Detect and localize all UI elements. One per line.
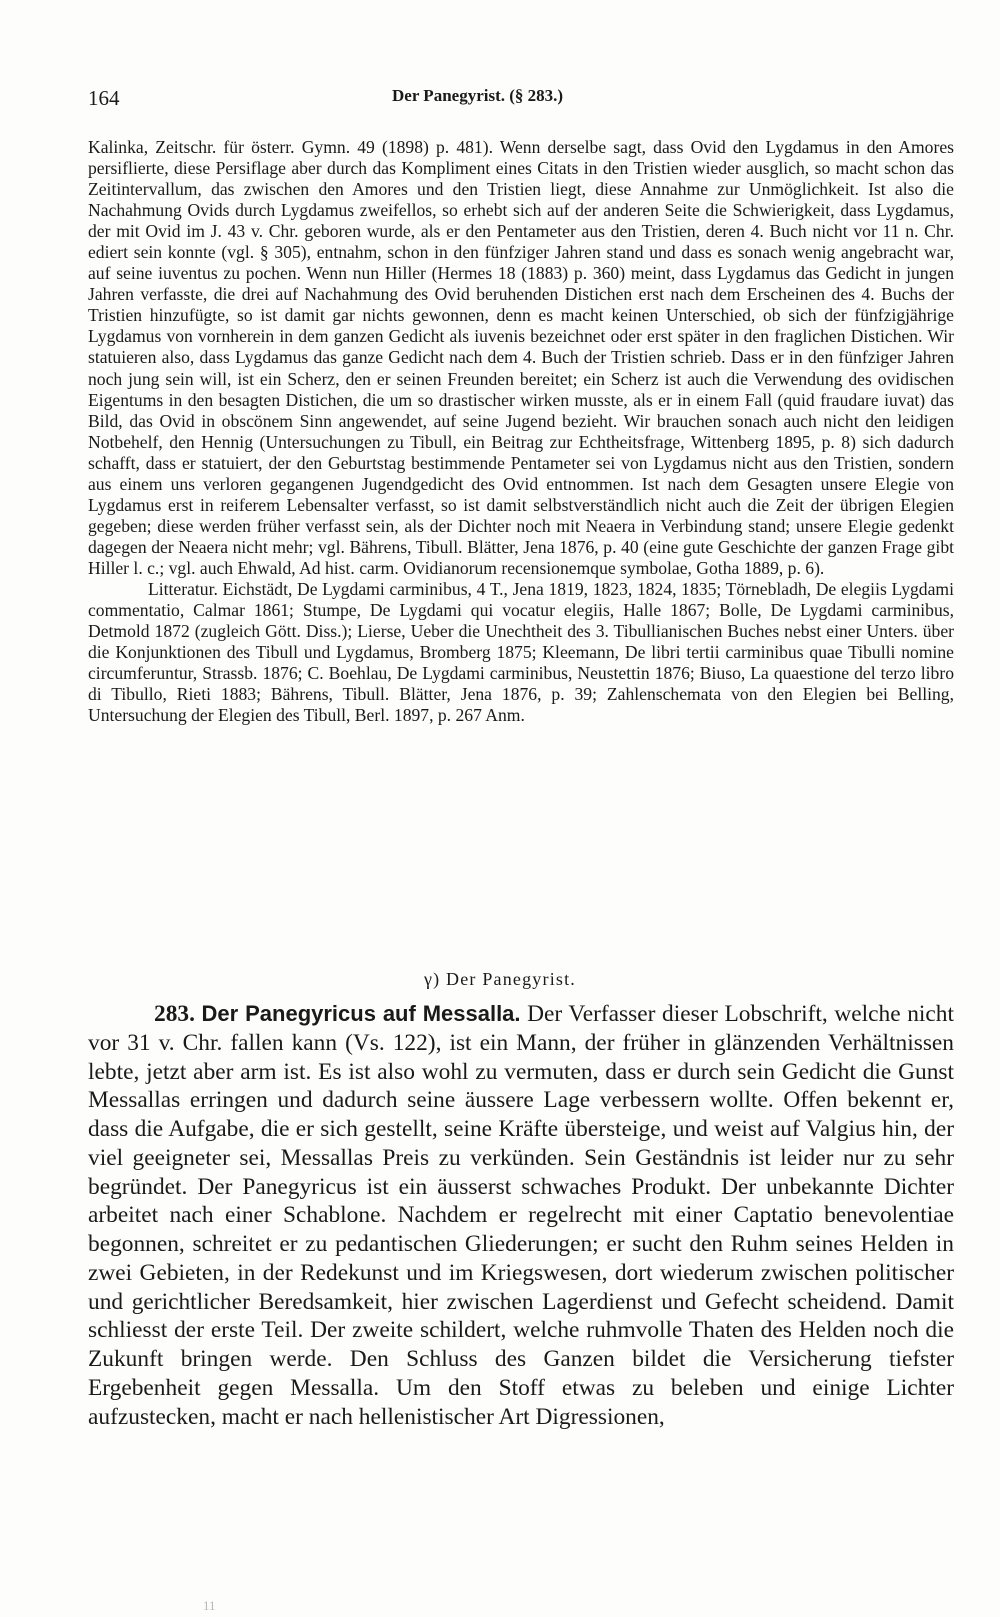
signature-mark: 11 xyxy=(203,1598,216,1613)
subsection-heading: γ) Der Panegyrist. xyxy=(423,969,577,989)
page-number: 164 xyxy=(88,86,120,110)
running-head: Der Panegyrist. (§ 283.) xyxy=(392,86,564,105)
literature-paragraph: Litteratur. Eichstädt, De Lygdami carminibus, 4 T., Jena 1819, 1823, 1824, 1835; Törnebladh, De elegiis Lygdami commentatio, Calmar 1861; Stumpe, De Lygdami qui vocatur elegiis, Halle 1867; Bolle, De Lygdami carminibus, Detmold 1872 (zugleich Gött. Diss.); Lierse, Ueber die Unechtheit des 3. Tibullianischen Buches nebst einer Unters. über die Konjunktionen des Tibull und Lygdamus, Bromberg 1875; Kleemann, De libri tertii carminibus quae Tibulli nomine circumferuntur, Strassb. 1876; C. Boehlau, De Lygdami carminibus, Neustettin 1876; Biuso, La quaestione del terzo libro di Tibullo, Rieti 1883; Bährens, Tibull. Blätter, Jena 1876, p. 39; Zahlenschemata von den Elegien bei Belling, Untersuchung der Elegien des Tibull, Berl. 1897, p. 267 Anm. xyxy=(88,578,954,726)
small-paragraph-1: Kalinka, Zeitschr. für österr. Gymn. 49 (1898) p. 481). Wenn derselbe sagt, dass Ovid den Lygdamus in den Amores persiflierte, diese Persiflage aber durch das Kompliment eines Citats in den Tristien wieder ausglich, so macht schon das Zeitintervallum, das zwischen den Amores und den Tristien liegt, diese Annahme zur Unmöglichkeit. Ist also die Nachahmung Ovids durch Lygdamus zweifellos, so erhebt sich auf der anderen Seite die Schwierigkeit, dass Lygdamus, der mit Ovid im J. 43 v. Chr. geboren wurde, als er den Pentameter aus den Tristien, deren 4. Buch nicht vor 11 n. Chr. ediert sein konnte (vgl. § 305), entnahm, schon in den fünfziger Jahren stand und dass es sonach wenig angebracht war, auf seine iuventus zu pochen. Wenn nun Hiller (Hermes 18 (1883) p. 360) meint, dass Lygdamus das Gedicht in jungen Jahren verfasste, die drei auf Nachahmung des Ovid beruhenden Distichen erst nach dem Erscheinen des 4. Buchs der Tristien hinzufügte, so ist damit gar nichts gewonnen, denn es macht keinen Unterschied, ob sich der fünfzigjährige Lygdamus von vornherein in dem ganzen Gedicht als iuvenis bezeichnet oder erst später in den fraglichen Distichen. Wir statuieren also, dass Lygdamus das ganze Gedicht nach dem 4. Buch der Tristien schrieb. Dass er in den fünfziger Jahren noch jung sein will, ist ein Scherz, den er seinen Freunden bereitet; ein Scherz ist auch die Verwendung des ovidischen Eigentums in den besagten Distichen, die um so drastischer wirken musste, als er in einem Fall (quid fraudare iuvat) das Bild, das Ovid in obscönem Sinn angewendet, auf seine Jugend bezieht. Wir brauchen sonach auch nicht den leidigen Notbehelf, den Hennig (Untersuchungen zu Tibull, ein Beitrag zur Echtheitsfrage, Wittenberg 1895, p. 8) sich dadurch schafft, dass er statuiert, der den Geburtstag bestimmende Pentameter sei von Lygdamus nicht aus den Tristien, sondern aus einem uns verloren gegangenen Jugendgedicht des Ovid entnommen. Ist nach dem Gesagten unsere Elegie von Lygdamus erst in reiferem Lebensalter verfasst, so ist damit selbstverständlich nicht auch die Zeit der übrigen Elegien gegeben; diese werden früher verfasst sein, als der Dichter noch mit Neaera in Verbindung stand; unsere Elegie gedenkt dagegen der Neaera nicht mehr; vgl. Bährens, Tibull. Blätter, Jena 1876, p. 40 (eine gute Geschichte der ganzen Frage gibt Hiller l. c.; vgl. auch Ehwald, Ad hist. carm. Ovidianorum recensionemque symbolae, Gotha 1889, p. 6). xyxy=(88,137,954,578)
section-title: Der Panegyricus auf Messalla. xyxy=(201,1001,521,1026)
section-number: 283. xyxy=(154,1001,195,1027)
footnote-text-block xyxy=(88,137,954,726)
section-paragraph xyxy=(88,1000,954,1431)
page-header xyxy=(88,86,948,116)
section-body: Der Verfasser dieser Lobschrift, welche nicht vor 31 v. Chr. fallen kann (Vs. 122), ist ein Mann, der früher in glänzenden Verhältnissen lebte, jetzt aber arm ist. Es ist also wohl zu vermuten, dass er durch sein Gedicht die Gunst Messallas erringen und dadurch seine äussere Lage verbessern wollte. Offen bekennt er, dass die Aufgabe, die er sich gestellt, seine Kräfte übersteige, und weist auf Valgius hin, der viel geeigneter sei, Messallas Preis zu verkünden. Sein Geständnis ist leider nur zu sehr begründet. Der Panegyricus ist ein äusserst schwaches Produkt. Der unbekannte Dichter arbeitet nach einer Schablone. Nachdem er regelrecht mit einer Captatio benevolentiae begonnen, schreitet er zu pedantischen Gliederungen; er sucht den Ruhm seines Helden in zwei Gebieten, in der Redekunst und im Kriegswesen, dort wiederum zwischen politischer und gerichtlicher Beredsamkeit, hier zwischen Lagerdienst und Gefecht scheidend. Damit schliesst der erste Teil. Der zweite schildert, welche ruhmvolle Thaten des Helden noch die Zukunft bringen werde. Den Schluss des Ganzen bildet die Versicherung tiefster Ergebenheit gegen Messalla. Um den Stoff etwas zu beleben und einige Lichter aufzustecken, macht er nach hellenistischer Art Digressionen, xyxy=(88,1001,954,1430)
main-text-block xyxy=(88,1000,954,1431)
